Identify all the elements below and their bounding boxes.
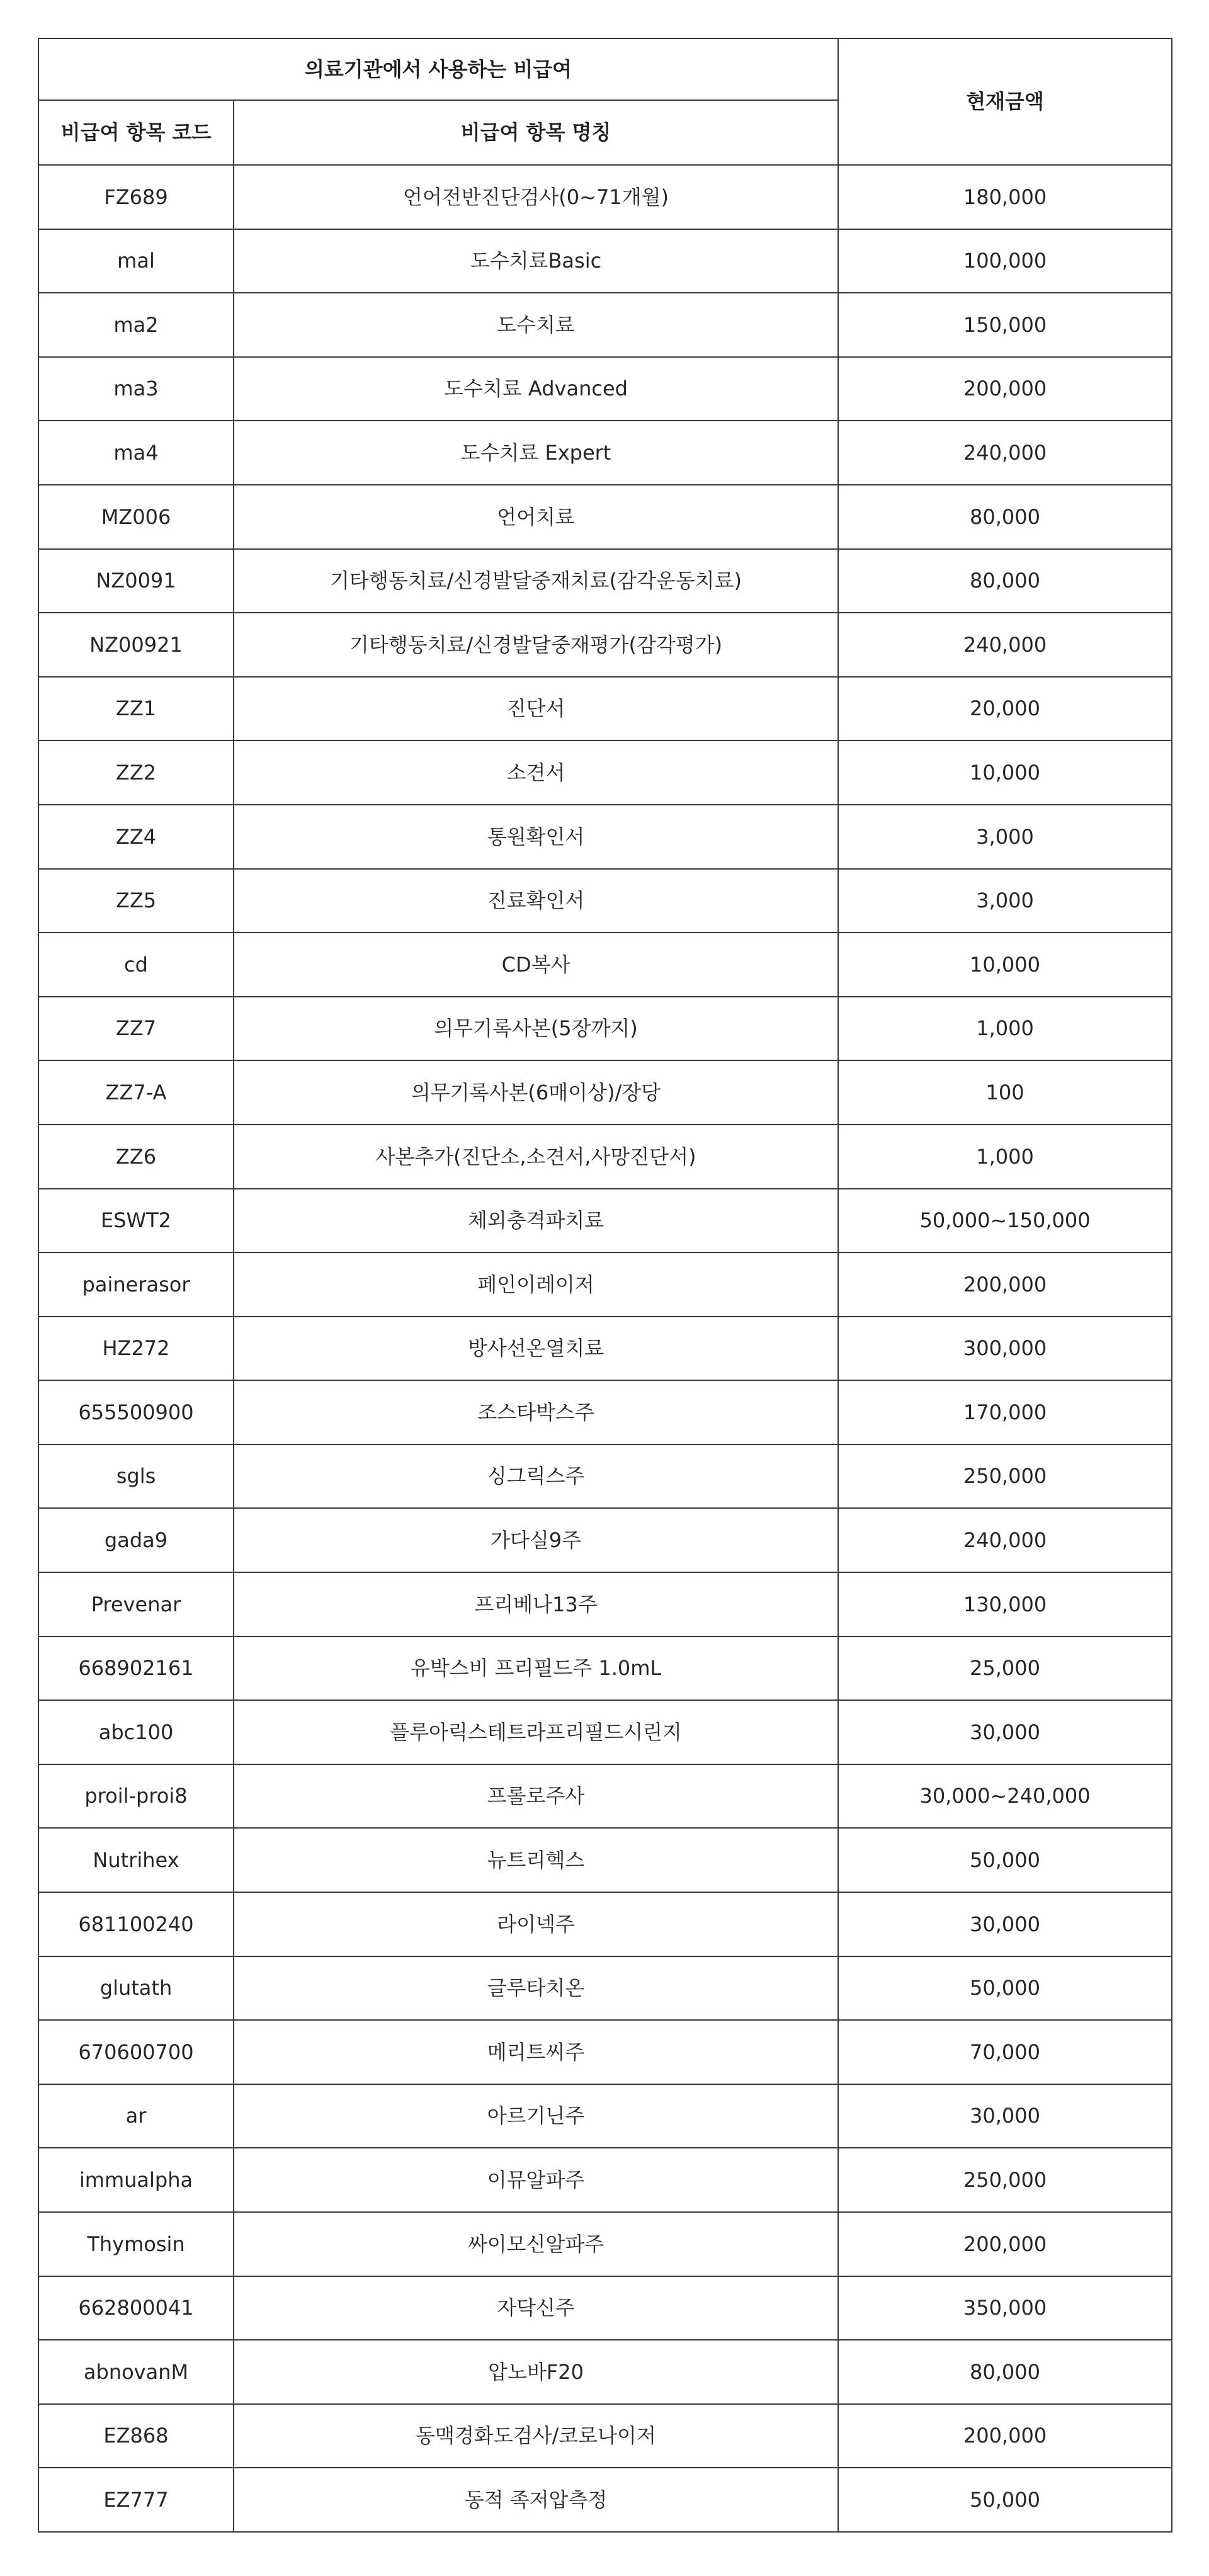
amount-cell: 50,000 <box>838 1956 1172 2021</box>
item-name-cell: 유박스비 프리필드주 1.0mL <box>234 1637 838 1701</box>
table-row <box>38 869 1172 933</box>
non-covered-fee-table <box>38 38 1172 2533</box>
item-name-cell: 가다실9주 <box>234 1508 838 1572</box>
item-name-cell: 도수치료Basic <box>234 229 838 293</box>
amount-cell: 250,000 <box>838 1444 1172 1509</box>
item-name-cell: 소견서 <box>234 740 838 805</box>
amount-cell: 350,000 <box>838 2276 1172 2341</box>
item-code-cell: Nutrihex <box>38 1828 234 1892</box>
item-code-cell: proil-proi8 <box>38 1764 234 1829</box>
item-code-cell: ma4 <box>38 421 234 485</box>
table-row <box>38 1956 1172 2021</box>
amount-cell: 300,000 <box>838 1317 1172 1381</box>
item-name-cell: CD복사 <box>234 933 838 997</box>
item-code-cell: EZ777 <box>38 2468 234 2532</box>
item-name-cell: 도수치료 Expert <box>234 421 838 485</box>
item-name-cell: 라이넥주 <box>234 1892 838 1956</box>
name-header: 비급여 항목 명칭 <box>234 100 838 165</box>
item-name-cell: 언어전반진단검사(0~71개월) <box>234 165 838 229</box>
amount-cell: 30,000~240,000 <box>838 1764 1172 1829</box>
table-row <box>38 357 1172 421</box>
table-row <box>38 549 1172 613</box>
amount-cell: 25,000 <box>838 1637 1172 1701</box>
item-code-cell: ZZ1 <box>38 677 234 741</box>
amount-cell: 100 <box>838 1060 1172 1125</box>
table-row <box>38 1125 1172 1189</box>
amount-header: 현재금액 <box>838 38 1172 165</box>
item-name-cell: 방사선온열치료 <box>234 1317 838 1381</box>
table-row <box>38 421 1172 485</box>
table-row <box>38 2212 1172 2276</box>
item-name-cell: 글루타치온 <box>234 1956 838 2021</box>
item-code-cell: ma2 <box>38 293 234 357</box>
amount-cell: 100,000 <box>838 229 1172 293</box>
amount-cell: 200,000 <box>838 357 1172 421</box>
table-row <box>38 1700 1172 1764</box>
item-code-cell: ESWT2 <box>38 1189 234 1253</box>
table-row <box>38 1508 1172 1572</box>
table-row <box>38 2084 1172 2148</box>
item-name-cell: 플루아릭스테트라프리필드시린지 <box>234 1700 838 1764</box>
item-code-cell: Thymosin <box>38 2212 234 2276</box>
amount-cell: 50,000 <box>838 1828 1172 1892</box>
table-row <box>38 229 1172 293</box>
item-code-cell: painerasor <box>38 1252 234 1317</box>
table-row <box>38 805 1172 869</box>
item-code-cell: HZ272 <box>38 1317 234 1381</box>
item-name-cell: 의무기록사본(6매이상)/장당 <box>234 1060 838 1125</box>
item-name-cell: 언어치료 <box>234 485 838 549</box>
table-row <box>38 2340 1172 2404</box>
table-row <box>38 2020 1172 2084</box>
amount-cell: 180,000 <box>838 165 1172 229</box>
item-code-cell: 662800041 <box>38 2276 234 2341</box>
item-code-cell: abnovanM <box>38 2340 234 2404</box>
amount-cell: 200,000 <box>838 2212 1172 2276</box>
item-code-cell: sgls <box>38 1444 234 1509</box>
table-row <box>38 1892 1172 1956</box>
amount-cell: 30,000 <box>838 1892 1172 1956</box>
item-code-cell: NZ0091 <box>38 549 234 613</box>
item-name-cell: 도수치료 Advanced <box>234 357 838 421</box>
table-row <box>38 1252 1172 1317</box>
item-name-cell: 싱그릭스주 <box>234 1444 838 1509</box>
table-row <box>38 1060 1172 1125</box>
amount-cell: 50,000~150,000 <box>838 1189 1172 1253</box>
amount-cell: 200,000 <box>838 1252 1172 1317</box>
item-code-cell: 655500900 <box>38 1380 234 1444</box>
item-code-cell: FZ689 <box>38 165 234 229</box>
item-name-cell: 아르기닌주 <box>234 2084 838 2148</box>
amount-cell: 80,000 <box>838 2340 1172 2404</box>
item-code-cell: ZZ6 <box>38 1125 234 1189</box>
amount-cell: 30,000 <box>838 1700 1172 1764</box>
item-code-cell: 670600700 <box>38 2020 234 2084</box>
table-row <box>38 613 1172 677</box>
table-row <box>38 2404 1172 2468</box>
item-name-cell: 도수치료 <box>234 293 838 357</box>
item-name-cell: 페인이레이저 <box>234 1252 838 1317</box>
item-code-cell: ma3 <box>38 357 234 421</box>
item-code-cell: NZ00921 <box>38 613 234 677</box>
item-code-cell: Prevenar <box>38 1572 234 1637</box>
item-code-cell: ZZ7-A <box>38 1060 234 1125</box>
amount-cell: 80,000 <box>838 485 1172 549</box>
table-row <box>38 165 1172 229</box>
item-code-cell: 668902161 <box>38 1637 234 1701</box>
item-name-cell: 압노바F20 <box>234 2340 838 2404</box>
table-row <box>38 1380 1172 1444</box>
item-name-cell: 기타행동치료/신경발달중재평가(감각평가) <box>234 613 838 677</box>
table-row <box>38 933 1172 997</box>
item-name-cell: 싸이모신알파주 <box>234 2212 838 2276</box>
table-row <box>38 1572 1172 1637</box>
table-row <box>38 997 1172 1061</box>
item-code-cell: ZZ5 <box>38 869 234 933</box>
amount-cell: 3,000 <box>838 869 1172 933</box>
table-row <box>38 1444 1172 1509</box>
table-row <box>38 1637 1172 1701</box>
table-row <box>38 485 1172 549</box>
table-body <box>38 165 1172 2532</box>
item-name-cell: 동맥경화도검사/코로나이저 <box>234 2404 838 2468</box>
amount-cell: 20,000 <box>838 677 1172 741</box>
item-code-cell: ZZ4 <box>38 805 234 869</box>
item-code-cell: ZZ7 <box>38 997 234 1061</box>
code-header: 비급여 항목 코드 <box>38 100 234 165</box>
item-code-cell: ar <box>38 2084 234 2148</box>
item-name-cell: 프리베나13주 <box>234 1572 838 1637</box>
item-code-cell: glutath <box>38 1956 234 2021</box>
amount-cell: 200,000 <box>838 2404 1172 2468</box>
item-name-cell: 체외충격파치료 <box>234 1189 838 1253</box>
table-row <box>38 1317 1172 1381</box>
amount-cell: 30,000 <box>838 2084 1172 2148</box>
amount-cell: 240,000 <box>838 421 1172 485</box>
amount-cell: 170,000 <box>838 1380 1172 1444</box>
item-name-cell: 의무기록사본(5장까지) <box>234 997 838 1061</box>
amount-cell: 70,000 <box>838 2020 1172 2084</box>
amount-cell: 50,000 <box>838 2468 1172 2532</box>
item-name-cell: 통원확인서 <box>234 805 838 869</box>
table-row <box>38 740 1172 805</box>
amount-cell: 130,000 <box>838 1572 1172 1637</box>
amount-cell: 240,000 <box>838 1508 1172 1572</box>
item-name-cell: 기타행동치료/신경발달중재치료(감각운동치료) <box>234 549 838 613</box>
item-code-cell: gada9 <box>38 1508 234 1572</box>
amount-cell: 250,000 <box>838 2148 1172 2212</box>
item-name-cell: 진료확인서 <box>234 869 838 933</box>
group-header: 의료기관에서 사용하는 비급여 <box>38 38 838 100</box>
item-code-cell: mal <box>38 229 234 293</box>
item-code-cell: 681100240 <box>38 1892 234 1956</box>
item-name-cell: 이뮤알파주 <box>234 2148 838 2212</box>
amount-cell: 80,000 <box>838 549 1172 613</box>
item-code-cell: MZ006 <box>38 485 234 549</box>
amount-cell: 1,000 <box>838 997 1172 1061</box>
item-code-cell: EZ868 <box>38 2404 234 2468</box>
item-name-cell: 자닥신주 <box>234 2276 838 2341</box>
item-name-cell: 동적 족저압측정 <box>234 2468 838 2532</box>
amount-cell: 240,000 <box>838 613 1172 677</box>
item-name-cell: 메리트씨주 <box>234 2020 838 2084</box>
item-code-cell: immualpha <box>38 2148 234 2212</box>
amount-cell: 10,000 <box>838 933 1172 997</box>
amount-cell: 10,000 <box>838 740 1172 805</box>
item-name-cell: 조스타박스주 <box>234 1380 838 1444</box>
table-row <box>38 1189 1172 1253</box>
amount-cell: 1,000 <box>838 1125 1172 1189</box>
item-code-cell: cd <box>38 933 234 997</box>
table-row <box>38 2468 1172 2532</box>
item-name-cell: 프롤로주사 <box>234 1764 838 1829</box>
table-row <box>38 2148 1172 2212</box>
item-code-cell: abc100 <box>38 1700 234 1764</box>
table-header <box>38 38 1172 165</box>
item-name-cell: 진단서 <box>234 677 838 741</box>
amount-cell: 150,000 <box>838 293 1172 357</box>
table-row <box>38 293 1172 357</box>
item-name-cell: 사본추가(진단소,소견서,사망진단서) <box>234 1125 838 1189</box>
table-row <box>38 677 1172 741</box>
table-row <box>38 2276 1172 2341</box>
table-row <box>38 1764 1172 1829</box>
amount-cell: 3,000 <box>838 805 1172 869</box>
table-row <box>38 1828 1172 1892</box>
item-code-cell: ZZ2 <box>38 740 234 805</box>
item-name-cell: 뉴트리헥스 <box>234 1828 838 1892</box>
